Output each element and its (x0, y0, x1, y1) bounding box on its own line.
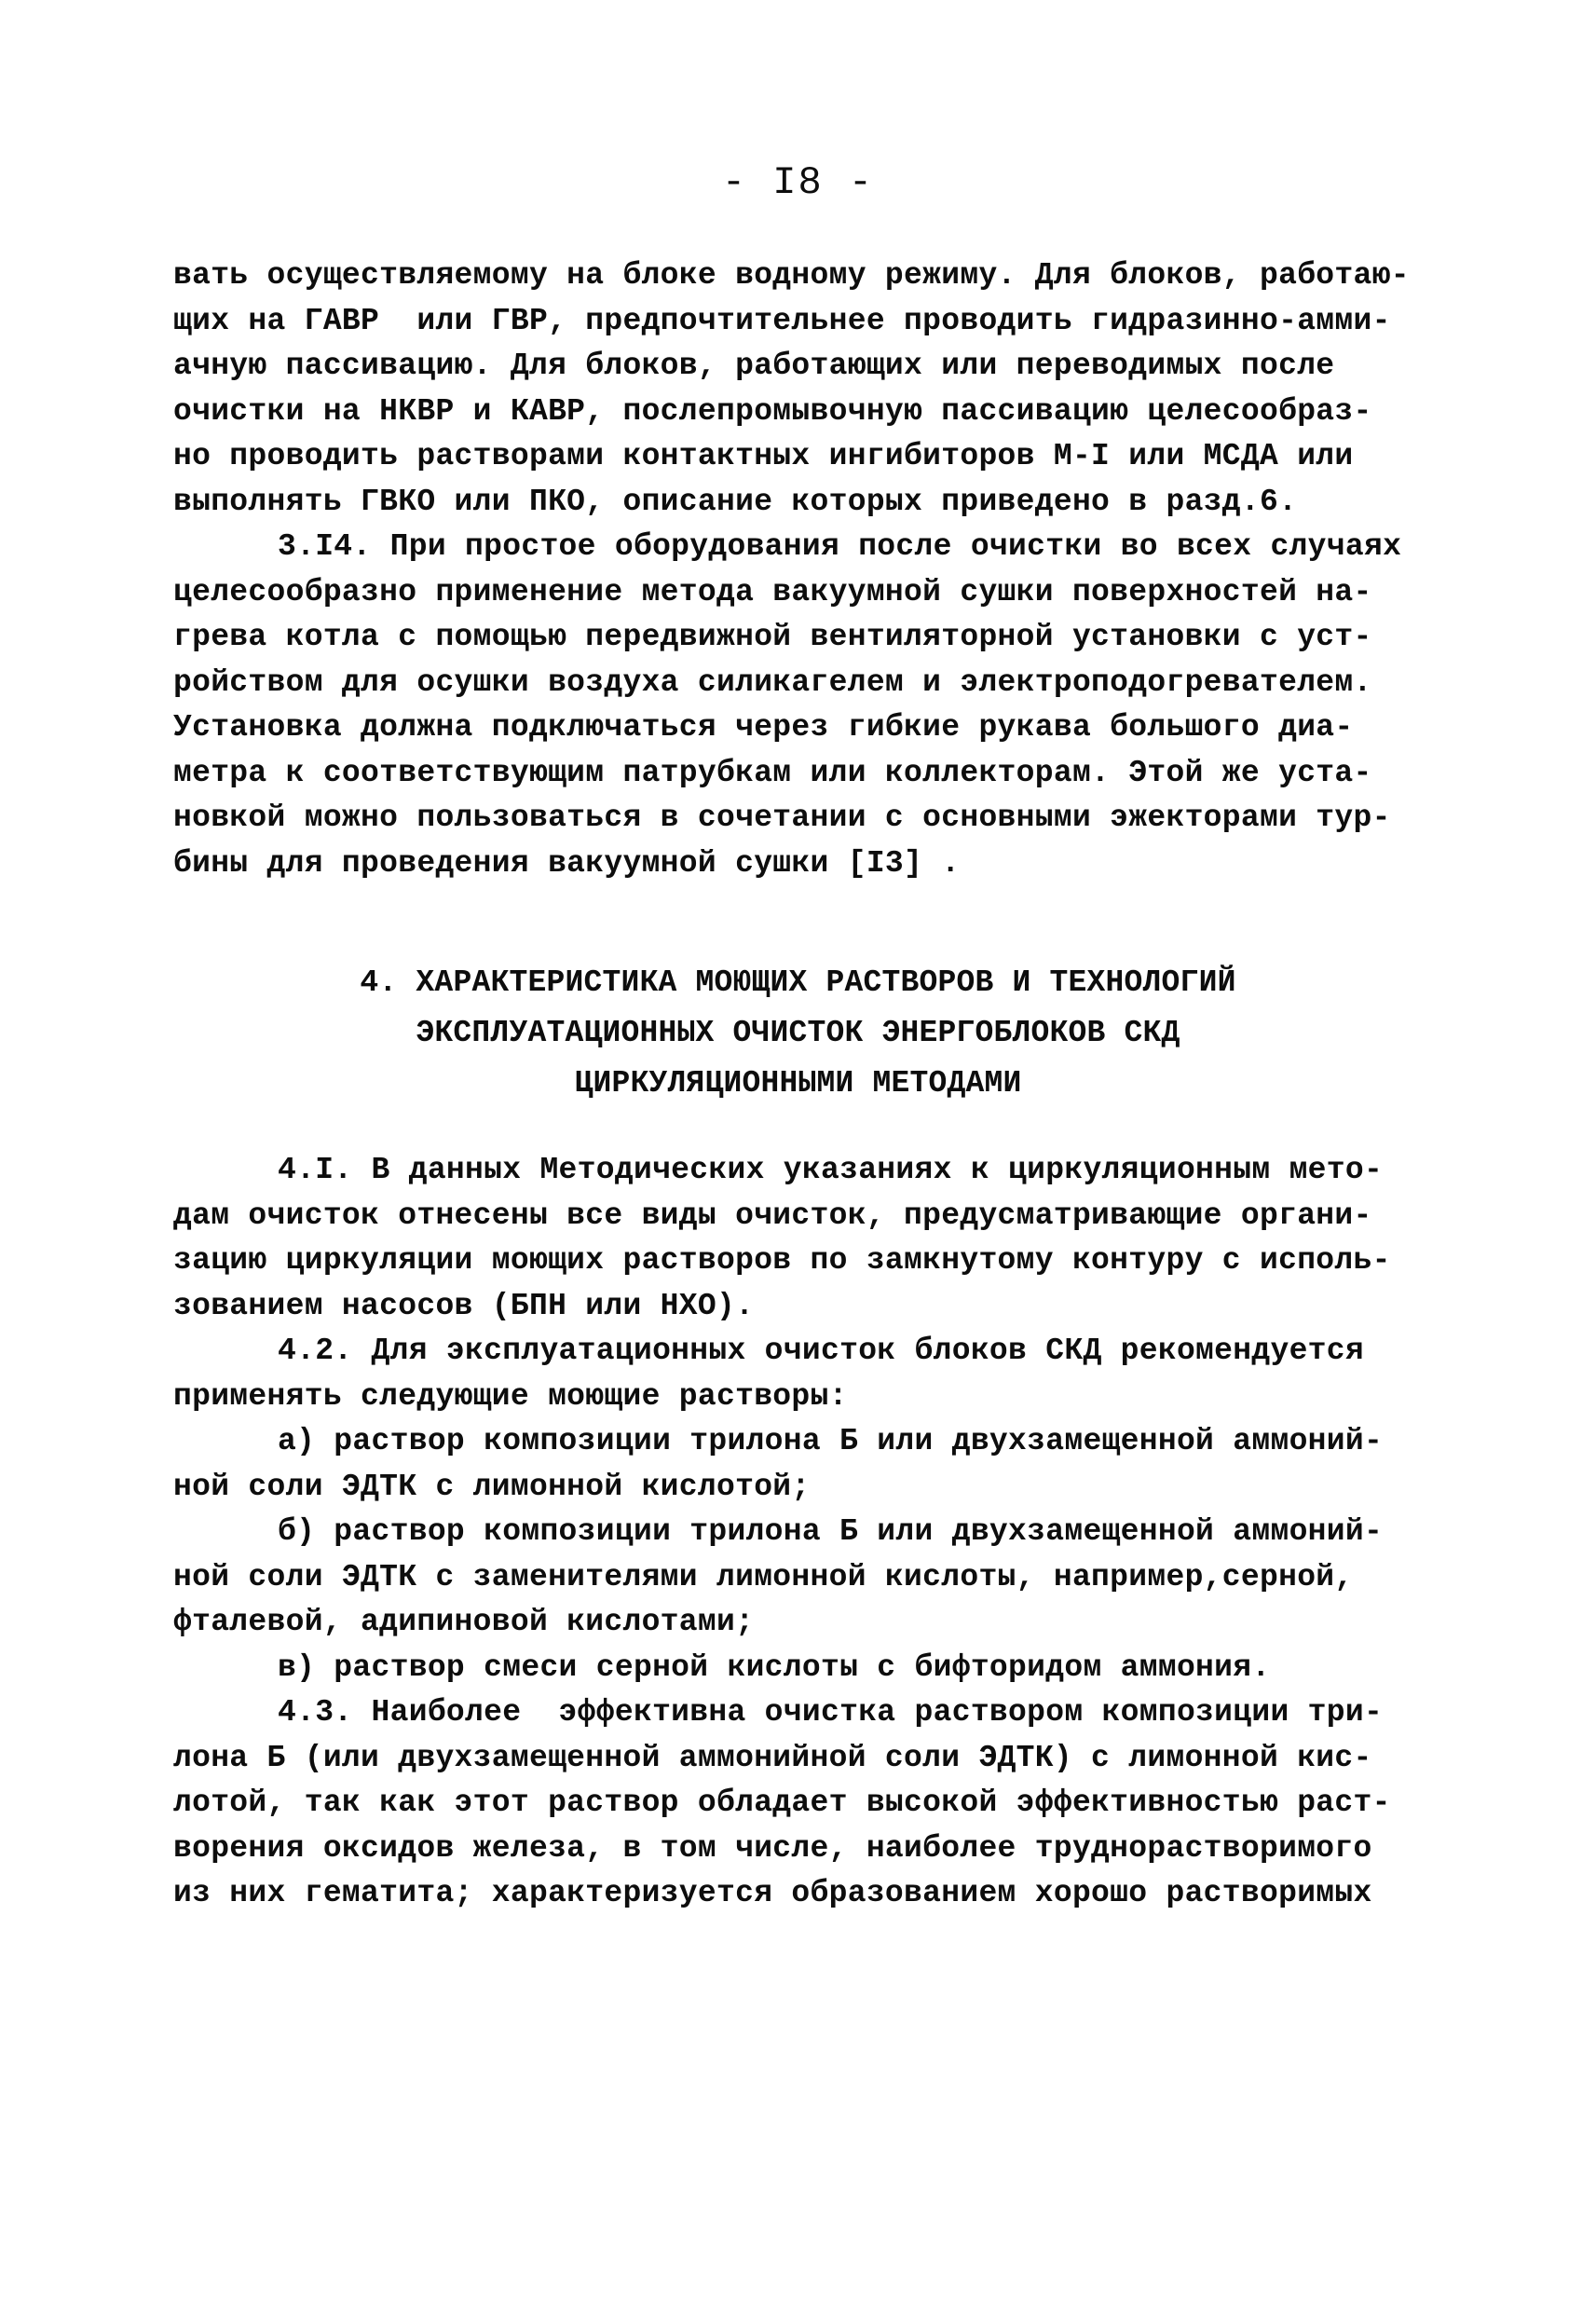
heading-line: ЦИРКУЛЯЦИОННЫМИ МЕТОДАМИ (574, 1066, 1022, 1101)
text-line: 3.I4. При простое оборудования после очистки во всех случаях (278, 529, 1402, 564)
text-line: очистки на НКВР и КАВР, послепромывочную пассивацию целесообраз- (173, 393, 1372, 429)
text-line: фталевой, адипиновой кислотами; (173, 1605, 755, 1639)
text-line: метра к соответствующим патрубкам или коллекторам. Этой же уста- (173, 755, 1372, 790)
text-line: бины для проведения вакуумной сушки [I3] . (173, 845, 961, 881)
text-line: новкой можно пользоваться в сочетании с основными эжекторами тур- (173, 800, 1391, 835)
paragraph-block-passivation (173, 253, 1440, 886)
text-line: б) раствор композиции трилона Б или двухзамещенной аммоний- (278, 1514, 1384, 1549)
text-line: лона Б (или двухзамещенной аммонийной соли ЭДТК) с лимонной кис- (173, 1740, 1372, 1775)
heading-line: 4. ХАРАКТЕРИСТИКА МОЮЩИХ РАСТВОРОВ И ТЕХНОЛОГИЙ (360, 965, 1236, 1000)
section-heading (0, 958, 1596, 1109)
text-line: зацию циркуляции моющих растворов по замкнутому контуру с исполь- (173, 1243, 1391, 1278)
text-line: применять следующие моющие растворы: (173, 1378, 848, 1414)
text-line: а) раствор композиции трилона Б или двухзамещенной аммоний- (278, 1424, 1384, 1458)
text-line: грева котла с помощью передвижной вентиляторной установки с уст- (173, 620, 1372, 654)
text-line: 4.3. Наиболее эффективна очистка раствором композиции три- (278, 1695, 1384, 1730)
text-line: лотой, так как этот раствор обладает высокой эффективностью раст- (173, 1785, 1391, 1820)
text-line: целесообразно применение метода вакуумной сушки поверхностей на- (173, 574, 1372, 609)
text-line: из них гематита; характеризуется образованием хорошо растворимых (173, 1876, 1372, 1910)
text-line: вать осуществляемому на блоке водному режиму. Для блоков, работаю- (173, 258, 1410, 293)
text-line: зованием насосов (БПН или НХО). (173, 1288, 755, 1323)
text-line: дам очисток отнесены все виды очисток, предусматривающие органи- (173, 1197, 1372, 1233)
text-line: ной соли ЭДТК с лимонной кислотой; (173, 1469, 811, 1504)
text-line: ачную пассивацию. Для блоков, работающих или переводимых после (173, 349, 1335, 383)
text-line: Установка должна подключаться через гибкие рукава большого диа- (173, 710, 1354, 745)
text-line: но проводить растворами контактных ингибиторов М-I или МСДА или (173, 439, 1354, 473)
paragraph-block-solutions (173, 1148, 1440, 1917)
text-line: выполнять ГВКО или ПКО, описание которых приведено в разд.6. (173, 484, 1298, 519)
text-line: в) раствор смеси серной кислоты с бифторидом аммония. (278, 1649, 1271, 1685)
text-line: 4.I. В данных Методических указаниях к циркуляционным мето- (278, 1153, 1384, 1187)
text-line: ворения оксидов железа, в том числе, наиболее труднорастворимого (173, 1830, 1372, 1866)
heading-line: ЭКСПЛУАТАЦИОННЫХ ОЧИСТОК ЭНЕРГОБЛОКОВ СКД (416, 1016, 1180, 1050)
text-line: щих на ГАВР или ГВР, предпочтительнее проводить гидразинно-амми- (173, 303, 1391, 338)
page-number: - I8 - (721, 160, 875, 205)
text-line: ройством для осушки воздуха силикагелем и электроподогревателем. (173, 664, 1372, 700)
text-line: 4.2. Для эксплуатационных очисток блоков СКД рекомендуется (278, 1334, 1364, 1368)
text-line: ной соли ЭДТК с заменителями лимонной кислоты, например,серной, (173, 1559, 1354, 1594)
